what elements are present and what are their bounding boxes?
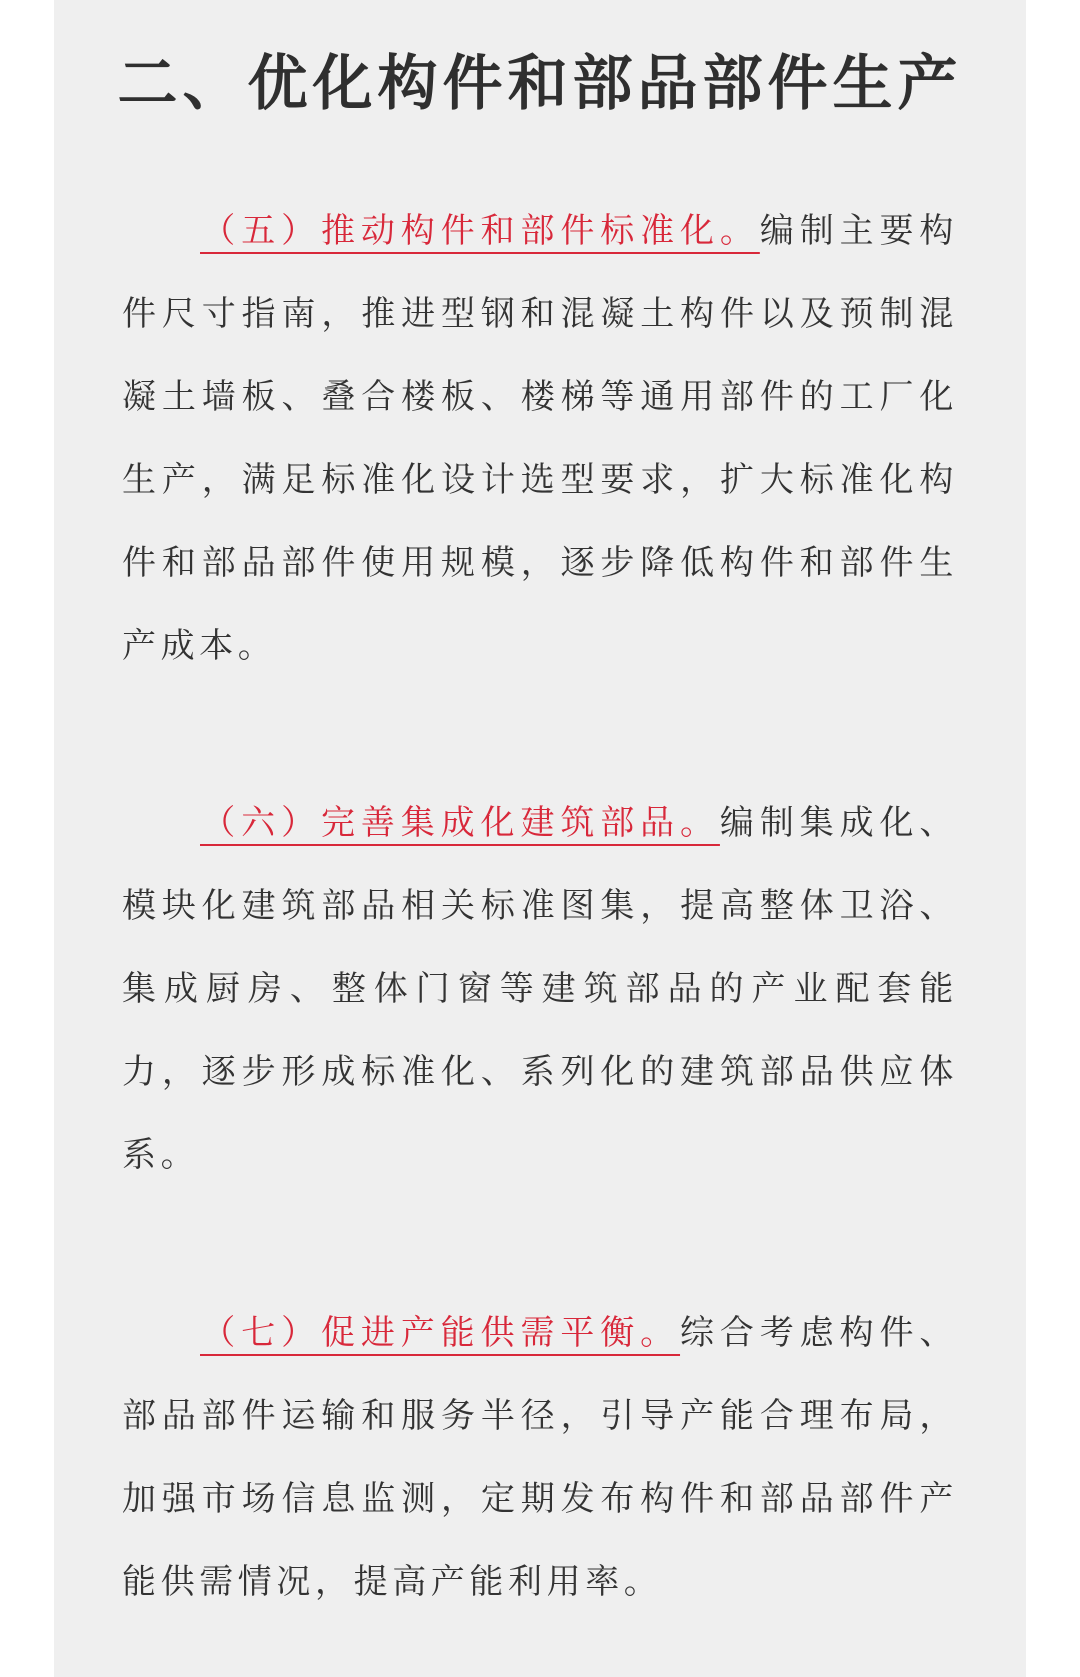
section-5-body: 编制主要构件尺寸指南，推进型钢和混凝土构件以及预制混凝土墙板、叠合楼板、楼梯等通用部件的工厂化生产，满足标准化设计选型要求，扩大标准化构件和部品部件使用规模，逐步降低构件和部件生产成本。 xyxy=(122,211,959,666)
section-5-paragraph xyxy=(122,190,958,688)
section-7-paragraph xyxy=(122,1292,958,1624)
article-panel xyxy=(54,0,1026,1677)
section-5-heading: （五）推动构件和部件标准化。 xyxy=(200,211,760,251)
section-7-heading: （七）促进产能供需平衡。 xyxy=(200,1313,681,1353)
section-6-heading: （六）完善集成化建筑部品。 xyxy=(200,803,720,843)
section-7-body: 综合考虑构件、部品部件运输和服务半径，引导产能合理布局，加强市场信息监测，定期发布构件和部品部件产能供需情况，提高产能利用率。 xyxy=(122,1313,958,1602)
section-6-paragraph xyxy=(122,782,958,1197)
page-title: 二、优化构件和部品部件生产 xyxy=(117,49,963,119)
section-6-body: 编制集成化、模块化建筑部品相关标准图集，提高整体卫浴、集成厨房、整体门窗等建筑部品的产业配套能力，逐步形成标准化、系列化的建筑部品供应体系。 xyxy=(122,803,958,1175)
